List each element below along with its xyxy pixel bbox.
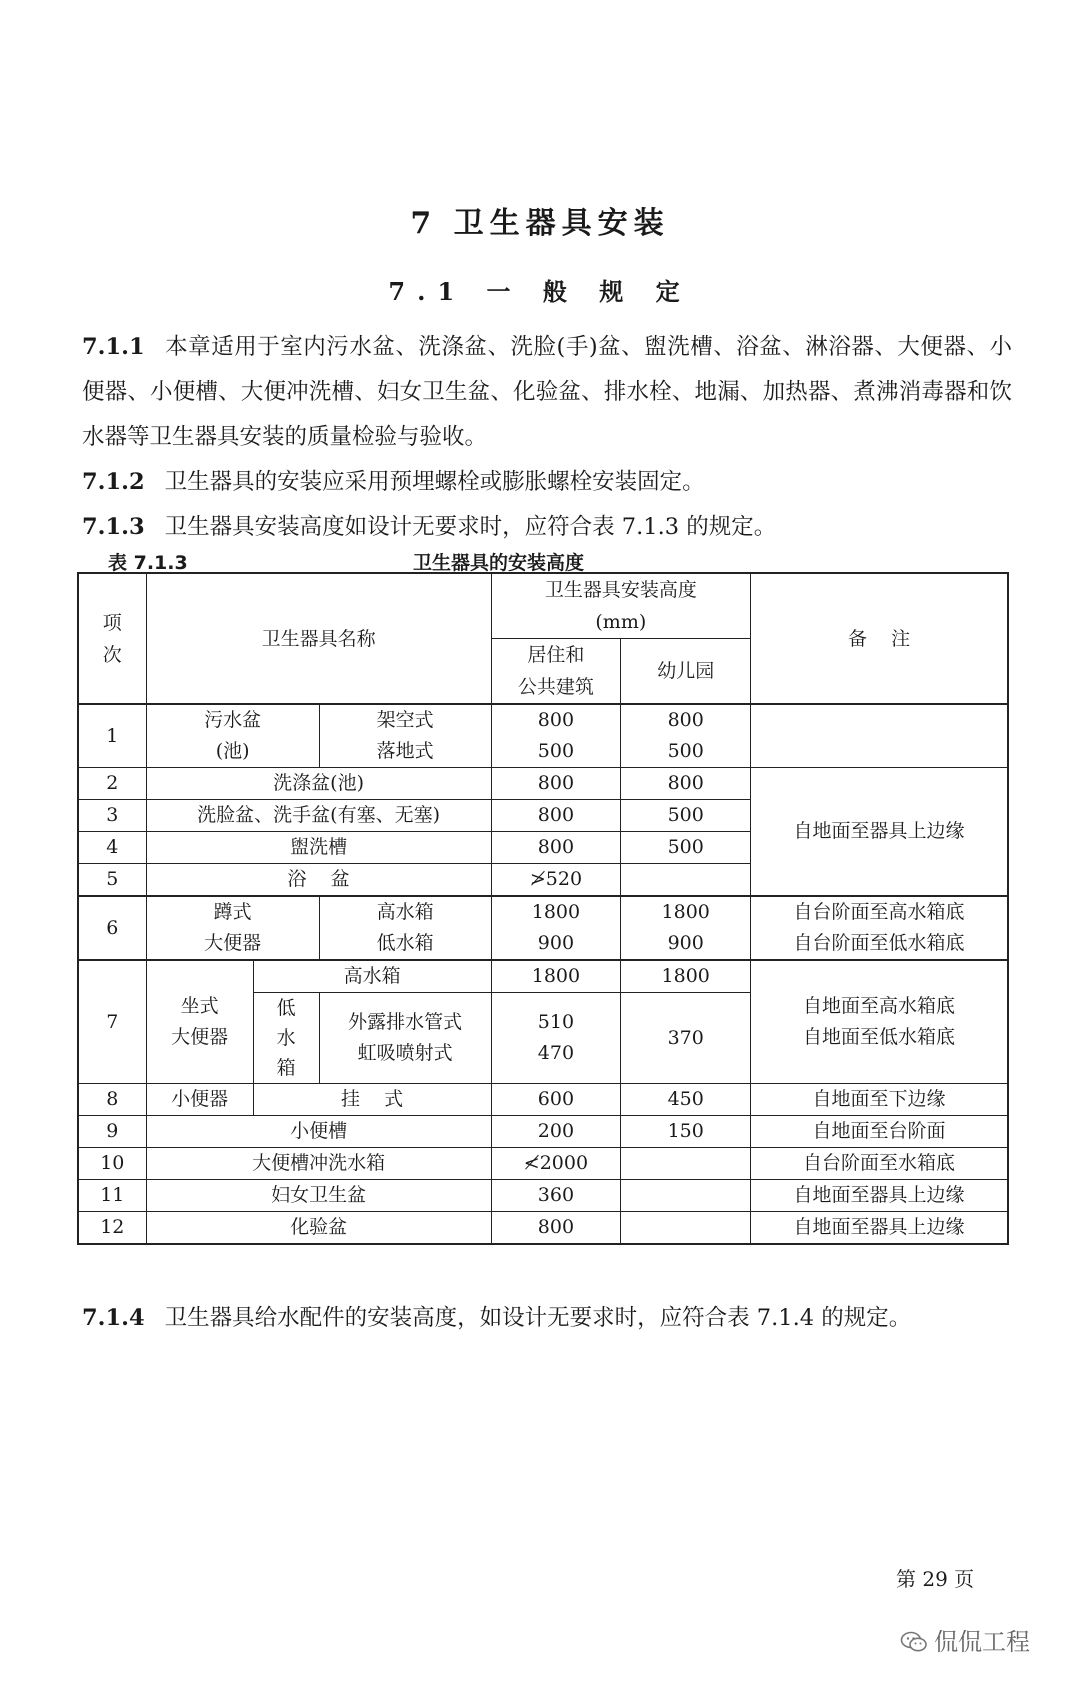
height-residential: ≯520 bbox=[491, 864, 621, 897]
remark: 自地面至器具上边缘 bbox=[751, 1212, 1008, 1245]
fixture-type: 高水箱 低水箱 bbox=[319, 896, 491, 960]
fixture-name: 坐式 大便器 bbox=[146, 960, 253, 1084]
row-no: 7 bbox=[78, 960, 146, 1084]
table-title: 卫生器具的安装高度 bbox=[413, 552, 585, 574]
installation-height-table bbox=[77, 572, 1009, 1245]
height-kindergarten: 1800 900 bbox=[621, 896, 751, 960]
height-kindergarten: 1800 bbox=[621, 960, 751, 993]
height-residential: 600 bbox=[491, 1084, 621, 1116]
remark: 自地面至器具上边缘 bbox=[751, 768, 1008, 897]
clause-number: 7.1.3 bbox=[82, 514, 145, 540]
header-residential: 居住和 公共建筑 bbox=[491, 639, 621, 705]
header-kindergarten: 幼儿园 bbox=[621, 639, 751, 705]
fixture-name: 小便槽 bbox=[146, 1116, 491, 1148]
fixture-type: 高水箱 bbox=[253, 960, 491, 993]
fixture-subtype: 低 水 箱 bbox=[253, 993, 319, 1084]
height-kindergarten: 800 bbox=[621, 768, 751, 800]
remark: 自地面至高水箱底 自地面至低水箱底 bbox=[751, 960, 1008, 1084]
height-kindergarten: 450 bbox=[621, 1084, 751, 1116]
table-row bbox=[78, 1084, 1008, 1116]
clause-text: 本章适用于室内污水盆、洗涤盆、洗脸(手)盆、盥洗槽、浴盆、淋浴器、大便器、小便器、小便槽、大便冲洗槽、妇女卫生盆、化验盆、排水栓、地漏、加热器、煮沸消毒器和饮水器等卫生器具安装的质量检验与验收。 bbox=[82, 334, 1012, 450]
clause-number: 7.1.1 bbox=[82, 334, 145, 360]
clause-text: 卫生器具给水配件的安装高度，如设计无要求时，应符合表 7.1.4 的规定。 bbox=[164, 1305, 912, 1331]
fixture-name: 化验盆 bbox=[146, 1212, 491, 1245]
table-row bbox=[78, 960, 1008, 993]
fixture-type: 挂 式 bbox=[253, 1084, 491, 1116]
height-kindergarten: 370 bbox=[621, 993, 751, 1084]
fixture-name: 大便槽冲洗水箱 bbox=[146, 1148, 491, 1180]
watermark-text: 侃侃工程 bbox=[934, 1628, 1030, 1656]
row-no: 5 bbox=[78, 864, 146, 897]
row-no: 9 bbox=[78, 1116, 146, 1148]
fixture-name: 小便器 bbox=[146, 1084, 253, 1116]
height-residential: ≮2000 bbox=[491, 1148, 621, 1180]
row-no: 6 bbox=[78, 896, 146, 960]
fixture-name: 洗涤盆(池) bbox=[146, 768, 491, 800]
height-residential: 510 470 bbox=[491, 993, 621, 1084]
table-row bbox=[78, 1116, 1008, 1148]
table-header-row bbox=[78, 573, 1008, 639]
clause-7-1-1 bbox=[82, 325, 1012, 460]
height-kindergarten: 150 bbox=[621, 1116, 751, 1148]
height-kindergarten: 500 bbox=[621, 832, 751, 864]
height-residential: 360 bbox=[491, 1180, 621, 1212]
table-row bbox=[78, 896, 1008, 960]
remark: 自地面至台阶面 bbox=[751, 1116, 1008, 1148]
fixture-name: 洗脸盆、洗手盆(有塞、无塞) bbox=[146, 800, 491, 832]
height-kindergarten bbox=[621, 1148, 751, 1180]
row-no: 12 bbox=[78, 1212, 146, 1245]
row-no: 11 bbox=[78, 1180, 146, 1212]
table-caption bbox=[108, 548, 928, 572]
fixture-type: 外露排水管式 虹吸喷射式 bbox=[319, 993, 491, 1084]
clause-7-1-3 bbox=[82, 505, 1012, 550]
height-residential: 800 500 bbox=[491, 704, 621, 768]
height-kindergarten: 800 500 bbox=[621, 704, 751, 768]
header-remarks: 备 注 bbox=[751, 573, 1008, 704]
height-residential: 1800 900 bbox=[491, 896, 621, 960]
row-no: 2 bbox=[78, 768, 146, 800]
height-residential: 800 bbox=[491, 832, 621, 864]
table-row bbox=[78, 1148, 1008, 1180]
table-row bbox=[78, 704, 1008, 768]
watermark bbox=[900, 1622, 1030, 1657]
fixture-name: 妇女卫生盆 bbox=[146, 1180, 491, 1212]
page-number: 第 29 页 bbox=[896, 1567, 975, 1591]
clause-7-1-2 bbox=[82, 460, 1012, 505]
clause-text: 卫生器具安装高度如设计无要求时，应符合表 7.1.3 的规定。 bbox=[164, 514, 777, 540]
height-residential: 200 bbox=[491, 1116, 621, 1148]
clause-number: 7.1.2 bbox=[82, 469, 145, 495]
height-residential: 800 bbox=[491, 1212, 621, 1245]
table-row bbox=[78, 1180, 1008, 1212]
chapter-title: 7 卫生器具安装 bbox=[410, 206, 670, 241]
table-row bbox=[78, 1212, 1008, 1245]
row-no: 1 bbox=[78, 704, 146, 768]
table-number: 表 7.1.3 bbox=[108, 552, 188, 574]
remark: 自台阶面至水箱底 bbox=[751, 1148, 1008, 1180]
row-no: 10 bbox=[78, 1148, 146, 1180]
remark bbox=[751, 704, 1008, 768]
row-no: 4 bbox=[78, 832, 146, 864]
fixture-name: 蹲式 大便器 bbox=[146, 896, 319, 960]
height-kindergarten bbox=[621, 1180, 751, 1212]
clause-number: 7.1.4 bbox=[82, 1305, 145, 1331]
header-fixture-name: 卫生器具名称 bbox=[146, 573, 491, 704]
clause-text: 卫生器具的安装应采用预埋螺栓或膨胀螺栓安装固定。 bbox=[164, 469, 705, 495]
height-residential: 1800 bbox=[491, 960, 621, 993]
fixture-name: 盥洗槽 bbox=[146, 832, 491, 864]
header-install-height: 卫生器具安装高度 (mm) bbox=[491, 573, 751, 639]
height-residential: 800 bbox=[491, 800, 621, 832]
fixture-type: 架空式 落地式 bbox=[319, 704, 491, 768]
remark: 自台阶面至高水箱底 自台阶面至低水箱底 bbox=[751, 896, 1008, 960]
header-item-no: 项 次 bbox=[78, 573, 146, 704]
row-no: 8 bbox=[78, 1084, 146, 1116]
height-kindergarten bbox=[621, 864, 751, 897]
wechat-icon bbox=[900, 1631, 928, 1653]
row-no: 3 bbox=[78, 800, 146, 832]
height-residential: 800 bbox=[491, 768, 621, 800]
table-row bbox=[78, 768, 1008, 800]
fixture-name: 浴 盆 bbox=[146, 864, 491, 897]
fixture-name: 污水盆 (池) bbox=[146, 704, 319, 768]
remark: 自地面至下边缘 bbox=[751, 1084, 1008, 1116]
remark: 自地面至器具上边缘 bbox=[751, 1180, 1008, 1212]
clause-7-1-4 bbox=[82, 1296, 1012, 1341]
height-kindergarten: 500 bbox=[621, 800, 751, 832]
section-title: 7.1 一 般 规 定 bbox=[388, 277, 692, 306]
height-kindergarten bbox=[621, 1212, 751, 1245]
